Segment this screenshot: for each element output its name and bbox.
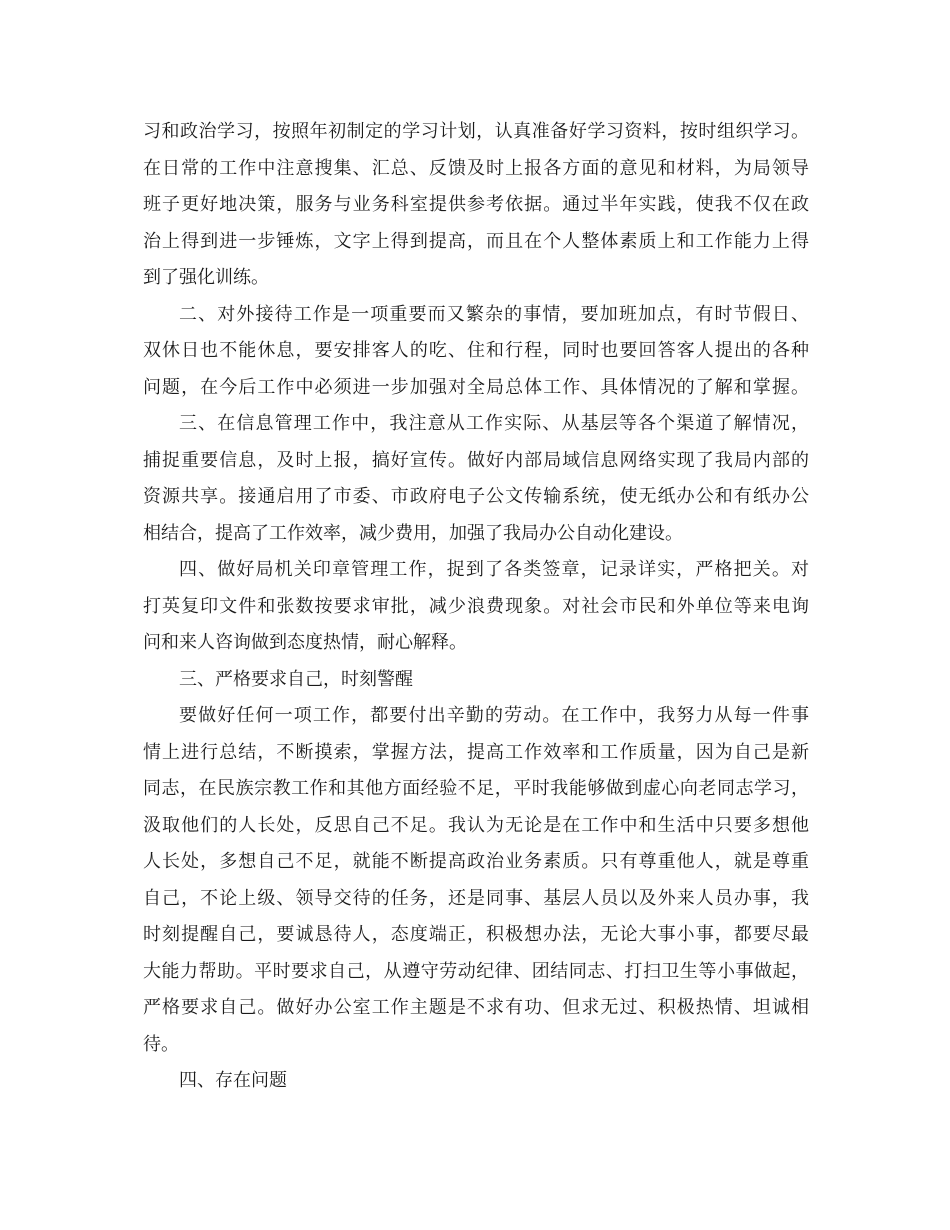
text-line: 双休日也不能休息，要安排客人的吃、住和行程，同时也要回答客人提出的各种 [143, 340, 809, 361]
text-line: 打英复印文件和张数按要求审批，减少浪费现象。对社会市民和外单位等来电询 [143, 595, 809, 617]
text-line: 资源共享。接通启用了市委、市政府电子公文传输系统，使无纸办公和有纸办公 [143, 486, 809, 507]
text-line: 治上得到进一步锤炼，文字上得到提高，而且在个人整体素质上和工作能力上得 [143, 230, 809, 252]
document-body [143, 114, 809, 1100]
paragraph-start-line: 三、在信息管理工作中，我注意从工作实际、从基层等各个渠道了解情况， [179, 413, 809, 434]
text-line: 在日常的工作中注意搜集、汇总、反馈及时上报各方面的意见和材料，为局领导 [143, 157, 809, 179]
text-line: 相结合，提高了工作效率，减少费用，加强了我局办公自动化建设。 [143, 522, 683, 544]
text-line: 时刻提醒自己，要诚恳待人，态度端正，积极想办法，无论大事小事，都要尽最 [143, 924, 809, 945]
section-heading: 四、存在问题 [179, 1070, 287, 1091]
text-line: 问题，在今后工作中必须进一步加强对全局总体工作、具体情况的了解和掌握。 [143, 376, 809, 398]
text-line: 待。 [143, 1033, 179, 1055]
text-line: 同志，在民族宗教工作和其他方面经验不足，平时我能够做到虚心向老同志学习， [143, 778, 809, 799]
text-line: 大能力帮助。平时要求自己，从遵守劳动纪律、团结同志、打扫卫生等小事做起， [143, 960, 809, 982]
text-line: 自己，不论上级、领导交待的任务，还是同事、基层人员以及外来人员办事，我 [143, 887, 809, 909]
section-heading: 三、严格要求自己，时刻警醒 [179, 668, 413, 690]
text-line: 问和来人咨询做到态度热情，耐心解释。 [143, 632, 467, 653]
paragraph-start-line: 要做好任何一项工作，都要付出辛勤的劳动。在工作中，我努力从每一件事 [179, 705, 809, 726]
paragraph-start-line: 二、对外接待工作是一项重要而又繁杂的事情，要加班加点，有时节假日、 [179, 303, 809, 325]
text-line: 捕捉重要信息，及时上报，搞好宣传。做好内部局域信息网络实现了我局内部的 [143, 449, 809, 471]
text-line: 汲取他们的人长处，反思自己不足。我认为无论是在工作中和生活中只要多想他 [143, 814, 809, 836]
text-line: 严格要求自己。做好办公室工作主题是不求有功、但求无过、积极热情、坦诚相 [143, 997, 809, 1018]
text-line: 人长处，多想自己不足，就能不断提高政治业务素质。只有尊重他人，就是尊重 [143, 851, 809, 872]
paragraph-start-line: 四、做好局机关印章管理工作，捉到了各类签章，记录详实，严格把关。对 [179, 559, 809, 580]
text-line: 习和政治学习，按照年初制定的学习计划，认真准备好学习资料，按时组织学习。 [143, 121, 809, 142]
text-line: 到了强化训练。 [143, 267, 269, 288]
text-line: 班子更好地决策，服务与业务科室提供参考依据。通过半年实践，使我不仅在政 [143, 194, 809, 215]
text-line: 情上进行总结，不断摸索，掌握方法，提高工作效率和工作质量，因为自己是新 [143, 741, 809, 763]
